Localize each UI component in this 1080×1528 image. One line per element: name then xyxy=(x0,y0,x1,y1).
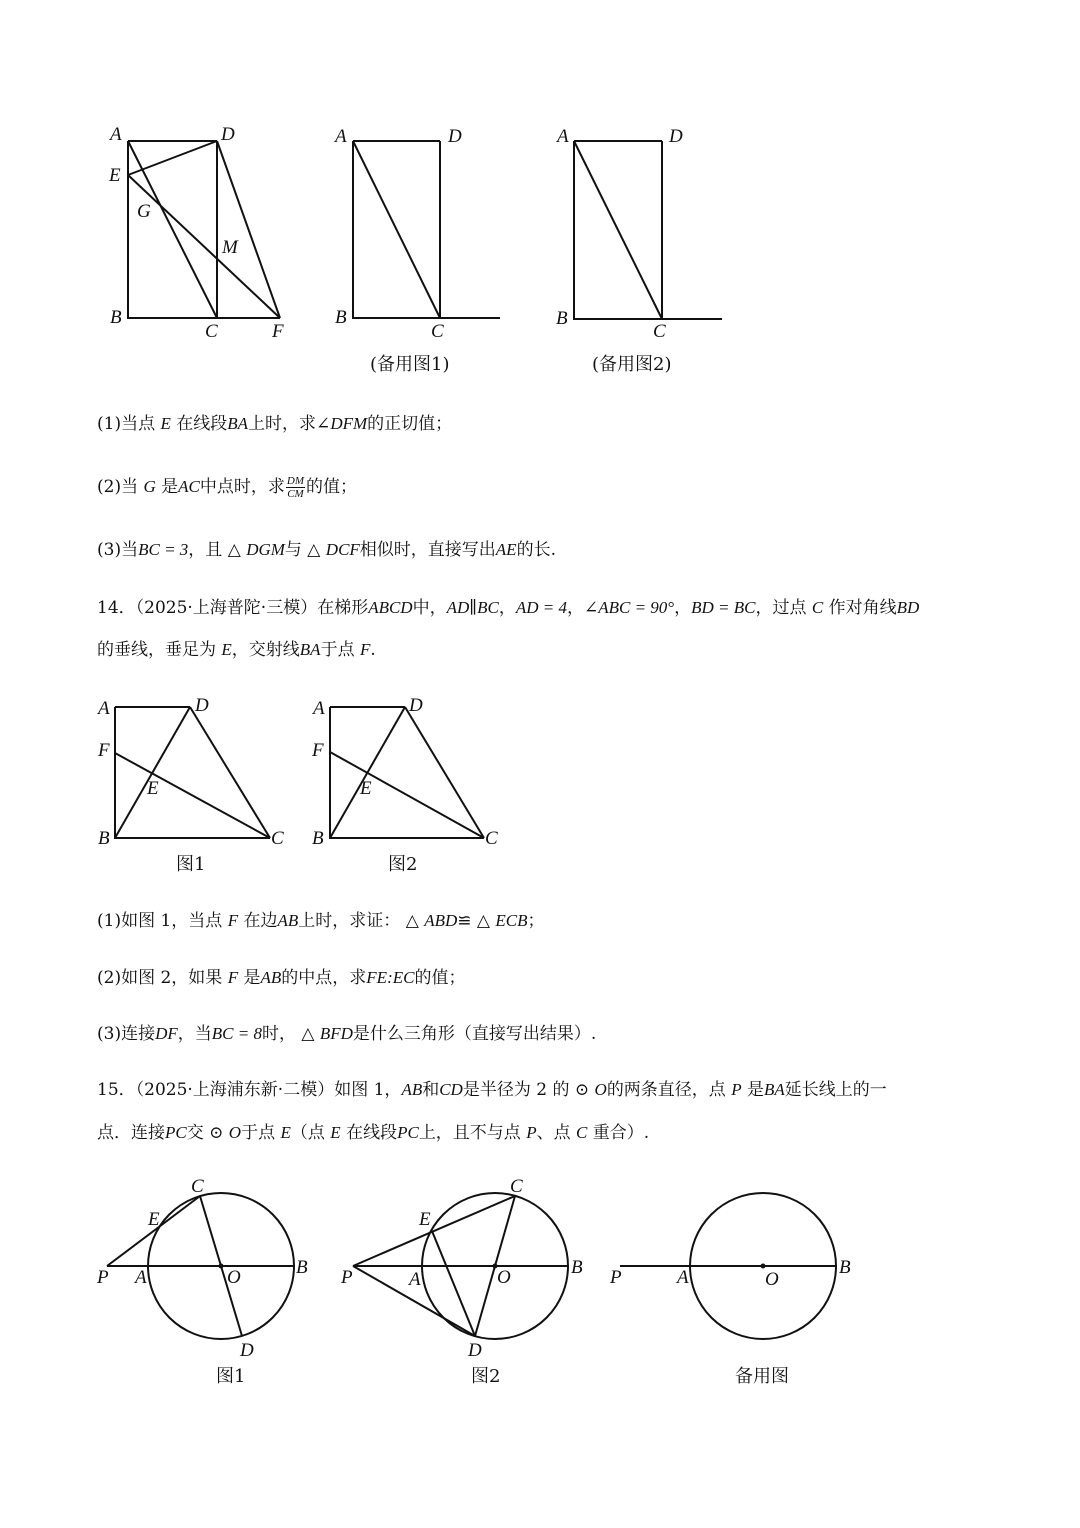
q15-fig1-line-pc xyxy=(107,1196,200,1266)
label-M: M xyxy=(222,237,238,258)
fraction-denominator: CM xyxy=(287,488,304,500)
text: (2)当 xyxy=(97,477,144,497)
text: 重合）. xyxy=(587,1123,650,1143)
q15-figure-1 xyxy=(90,1170,330,1360)
math: BA xyxy=(764,1080,785,1099)
text: 在线段 xyxy=(170,414,228,434)
math: BD = BC xyxy=(691,598,756,617)
label-B: B xyxy=(839,1257,851,1278)
math: ∠ABC = 90° xyxy=(583,598,675,617)
text: ，交射线 xyxy=(231,640,300,660)
text: ，当 xyxy=(177,1024,212,1044)
math: P xyxy=(731,1080,742,1099)
label-B: B xyxy=(556,308,568,329)
label-G: G xyxy=(137,201,151,222)
label-P: P xyxy=(610,1267,622,1288)
text: (2)如图 2，如果 xyxy=(97,968,228,988)
q15-fig2-line-pc xyxy=(353,1196,515,1266)
q15-spare-figure xyxy=(600,1170,880,1360)
math: F xyxy=(227,968,239,987)
math: G xyxy=(143,477,156,496)
q15-fig2-caption: 图2 xyxy=(471,1366,501,1387)
text: 是半径为 2 的 ⊙ xyxy=(462,1080,595,1100)
math: C xyxy=(811,598,824,617)
text: 15．（2025·上海浦东新·二模）如图 1， xyxy=(97,1080,402,1100)
math: ABD xyxy=(424,911,458,930)
label-P: P xyxy=(97,1267,109,1288)
label-D: D xyxy=(669,126,683,147)
q13-main-figure xyxy=(95,118,310,348)
math: F xyxy=(227,911,239,930)
math: AB xyxy=(401,1080,423,1099)
q13-spare1-figure xyxy=(320,118,520,348)
q13-part2 xyxy=(97,475,997,500)
label-A: A xyxy=(335,126,347,147)
math: BD xyxy=(896,598,920,617)
q14-figure-1 xyxy=(95,690,295,850)
text: (3)当 xyxy=(97,540,139,560)
math: AB xyxy=(277,911,299,930)
text: ，过点 xyxy=(755,598,812,618)
q13-spare1-diagonal-ac xyxy=(353,141,440,318)
label-C: C xyxy=(510,1176,523,1197)
q15-fig1-caption: 图1 xyxy=(216,1366,246,1387)
text: 、点 xyxy=(536,1123,577,1143)
text: (1)当点 xyxy=(97,414,161,434)
text: 于点 xyxy=(320,640,360,660)
math: AD = 4 xyxy=(515,598,567,617)
text: 的值； xyxy=(414,968,466,988)
text: 中， xyxy=(412,598,447,618)
label-D: D xyxy=(448,126,462,147)
math: AD∥BC xyxy=(446,598,499,617)
text: 的垂线，垂足为 xyxy=(97,640,222,660)
label-B: B xyxy=(571,1257,583,1278)
math: BFD xyxy=(319,1024,353,1043)
math: BA xyxy=(227,414,249,433)
text: ， xyxy=(674,598,692,618)
text: 交 ⊙ xyxy=(186,1123,229,1143)
label-C: C xyxy=(431,321,444,342)
q15-intro-line1 xyxy=(97,1078,997,1102)
math: E xyxy=(221,640,232,659)
text: 的值； xyxy=(306,477,358,497)
math: DF xyxy=(155,1024,178,1043)
text: 中点时，求 xyxy=(199,477,285,497)
text: 是 xyxy=(155,477,179,497)
label-E: E xyxy=(419,1209,431,1230)
label-D: D xyxy=(195,695,209,716)
label-O: O xyxy=(497,1267,511,1288)
q13-part3 xyxy=(97,538,997,562)
text: 作对角线 xyxy=(823,598,897,618)
math: PC xyxy=(397,1123,419,1142)
q14-fig1-caption: 图1 xyxy=(176,854,206,875)
q15-fig2-line-ed xyxy=(432,1231,475,1336)
label-C: C xyxy=(485,828,498,849)
math: FE:EC xyxy=(366,968,415,987)
math: O xyxy=(228,1123,242,1142)
math: F xyxy=(359,640,371,659)
text: 是 xyxy=(238,968,261,988)
text: 和 xyxy=(422,1080,440,1100)
text: 在线段 xyxy=(340,1123,398,1143)
label-D: D xyxy=(221,124,235,145)
q14-fig1-left-bottom xyxy=(115,707,270,838)
q14-figure-2 xyxy=(308,690,508,850)
q13-spare2-caption: (备用图2) xyxy=(592,354,672,375)
text: . xyxy=(370,640,376,660)
math: BC = 3 xyxy=(138,540,189,559)
math: PC xyxy=(165,1123,187,1142)
q13-main-line-ef xyxy=(128,175,280,318)
label-F: F xyxy=(312,740,324,761)
math: ECB xyxy=(495,911,528,930)
math: DCF xyxy=(325,540,360,559)
fraction-dm-cm xyxy=(286,475,305,500)
label-F: F xyxy=(98,740,110,761)
label-A: A xyxy=(98,698,110,719)
q13-spare2-figure xyxy=(543,118,743,348)
label-A: A xyxy=(313,698,325,719)
math: P xyxy=(526,1123,537,1142)
q14-part3 xyxy=(97,1022,997,1046)
label-C: C xyxy=(271,828,284,849)
label-C: C xyxy=(205,321,218,342)
q14-fig2-line-fc xyxy=(330,752,484,838)
q15-fig1-center-dot xyxy=(219,1264,224,1269)
text: ≌ △ xyxy=(457,911,496,931)
label-F: F xyxy=(272,321,284,342)
text: 是 xyxy=(741,1080,765,1100)
q13-main-line-df xyxy=(217,141,280,318)
label-E: E xyxy=(360,778,372,799)
q13-spare1-caption: (备用图1) xyxy=(370,354,450,375)
label-E: E xyxy=(109,165,121,186)
label-A: A xyxy=(110,124,122,145)
math: AB xyxy=(260,968,282,987)
label-A: A xyxy=(677,1267,689,1288)
label-D: D xyxy=(240,1340,254,1361)
text: 的中点，求 xyxy=(281,968,367,988)
text: 上时，求证： △ xyxy=(298,911,425,931)
text: (3)连接 xyxy=(97,1024,156,1044)
text: ； xyxy=(527,911,545,931)
text: 上时，求∠ xyxy=(248,414,331,434)
q14-intro-line2 xyxy=(97,638,997,662)
label-B: B xyxy=(98,828,110,849)
math: E xyxy=(280,1123,291,1142)
text: 点．连接 xyxy=(97,1123,165,1143)
label-C: C xyxy=(653,321,666,342)
math: BA xyxy=(299,640,321,659)
math: ABCD xyxy=(368,598,413,617)
label-B: B xyxy=(335,307,347,328)
q13-main-line-ed xyxy=(128,141,217,175)
math: AC xyxy=(178,477,200,496)
q13-main-diagonal-ac xyxy=(128,141,217,318)
q15-spare-center-dot xyxy=(761,1264,766,1269)
math: DFM xyxy=(330,414,368,433)
q14-fig2-left-bottom xyxy=(330,707,484,838)
text: （点 xyxy=(290,1123,331,1143)
math: E xyxy=(160,414,171,433)
text: 相似时，直接写出 xyxy=(359,540,496,560)
q14-intro-line1 xyxy=(97,596,997,620)
text: 的两条直径，点 xyxy=(606,1080,732,1100)
math: AE xyxy=(495,540,517,559)
text: 与 △ xyxy=(284,540,326,560)
text: 的正切值； xyxy=(367,414,453,434)
math: O xyxy=(594,1080,607,1099)
math: E xyxy=(330,1123,341,1142)
fraction-numerator: DM xyxy=(286,475,305,487)
q13-part1 xyxy=(97,412,997,436)
math: CD xyxy=(439,1080,463,1099)
text: 延长线上的一 xyxy=(784,1080,887,1100)
label-A: A xyxy=(409,1269,421,1290)
math: BC = 8 xyxy=(211,1024,262,1043)
label-C: C xyxy=(191,1176,204,1197)
label-A: A xyxy=(557,126,569,147)
q15-spare-caption: 备用图 xyxy=(735,1366,789,1387)
label-B: B xyxy=(296,1257,308,1278)
text: 是什么三角形（直接写出结果）. xyxy=(352,1024,597,1044)
label-D: D xyxy=(468,1340,482,1361)
label-E: E xyxy=(148,1209,160,1230)
text: 14．（2025·上海普陀·三模）在梯形 xyxy=(97,598,369,618)
q14-part2 xyxy=(97,966,997,990)
label-E: E xyxy=(147,778,159,799)
q14-fig2-side-dc xyxy=(405,707,484,838)
label-P: P xyxy=(341,1267,353,1288)
q14-part1 xyxy=(97,909,997,933)
text: (1)如图 1，当点 xyxy=(97,911,228,931)
label-A: A xyxy=(135,1267,147,1288)
q14-fig1-side-dc xyxy=(190,707,270,838)
text: 时， △ xyxy=(261,1024,320,1044)
q15-figure-2 xyxy=(335,1170,595,1360)
text: 在边 xyxy=(238,911,278,931)
text: 上，且不与点 xyxy=(418,1123,527,1143)
text: ，且 △ xyxy=(188,540,247,560)
math: DGM xyxy=(246,540,285,559)
q15-intro-line2 xyxy=(97,1121,997,1145)
label-O: O xyxy=(765,1269,779,1290)
q13-spare2-diagonal-ac xyxy=(574,141,662,319)
text: ， xyxy=(566,598,584,618)
math: C xyxy=(576,1123,588,1142)
q14-fig2-caption: 图2 xyxy=(388,854,418,875)
label-B: B xyxy=(312,828,324,849)
label-D: D xyxy=(409,695,423,716)
label-O: O xyxy=(227,1267,241,1288)
text: ， xyxy=(498,598,516,618)
text: 于点 xyxy=(241,1123,281,1143)
text: 的长. xyxy=(516,540,556,560)
label-B: B xyxy=(110,307,122,328)
